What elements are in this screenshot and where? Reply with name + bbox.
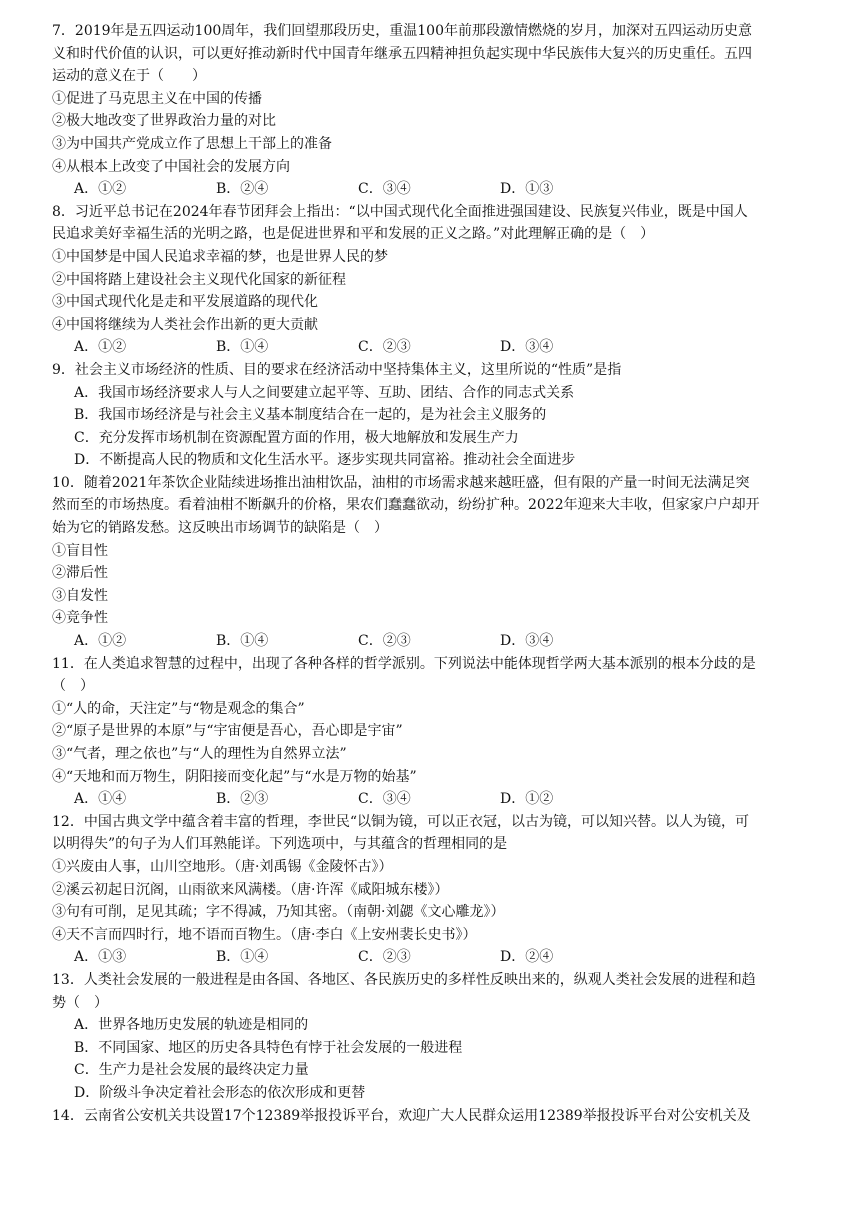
answer-options	[52, 336, 812, 359]
statement-item: ④竞争性	[52, 610, 108, 627]
question-stem: 然而至的市场热度。看着油柑不断飙升的价格，果农们蠢蠢欲动，纷纷扩种。2022年迎来大丰收，但家家户户却开	[52, 497, 760, 514]
question-13	[52, 969, 812, 1105]
statement-item: ③为中国共产党成立作了思想上干部上的准备	[52, 135, 332, 152]
statement-item: ①中国梦是中国人民追求幸福的梦，也是世界人民的梦	[52, 248, 388, 265]
question-8	[52, 201, 812, 359]
option-a[interactable]: A．我国市场经济要求人与人之间要建立起平等、互助、团结、合作的同志式关系	[74, 384, 575, 401]
option-c[interactable]: C．②③	[358, 633, 411, 650]
question-stem: 13．人类社会发展的一般进程是由各国、各地区、各民族历史的多样性反映出来的，纵观人类社会发展的进程和趋	[52, 971, 756, 988]
statement-item: ①兴废由人事，山川空地形。（唐·刘禹锡《金陵怀古》）	[52, 858, 393, 875]
option-d[interactable]: D．①②	[500, 791, 554, 808]
question-stem: 义和时代价值的认识，可以更好推动新时代中国青年继承五四精神担负起实现中华民族伟大复兴的历史重任。五四	[52, 45, 752, 62]
option-a[interactable]: A．①④	[74, 791, 127, 808]
statement-item: ③句有可削，足见其疏；字不得减，乃知其密。（南朝·刘勰《文心雕龙》）	[52, 904, 505, 921]
question-stem: 7．2019年是五四运动100周年，我们回望那段历史，重温100年前那段激情燃烧的岁月，加深对五四运动历史意	[52, 23, 752, 39]
question-stem: 势（ ）	[52, 994, 108, 1011]
option-c[interactable]: C．生产力是社会发展的最终决定力量	[74, 1062, 309, 1079]
question-14	[52, 1105, 812, 1128]
option-c[interactable]: C．②③	[358, 949, 411, 966]
option-d[interactable]: D．③④	[500, 339, 554, 356]
option-a[interactable]: A．①②	[74, 181, 127, 198]
option-d[interactable]: D．①③	[500, 181, 554, 198]
option-a[interactable]: A．①②	[74, 633, 127, 650]
option-b[interactable]: B．②④	[216, 181, 269, 198]
option-b[interactable]: B．①④	[216, 633, 269, 650]
option-b[interactable]: B．①④	[216, 339, 269, 356]
statement-item: ①“人的命，天注定”与“物是观念的集合”	[52, 700, 305, 717]
option-a[interactable]: A．世界各地历史发展的轨迹是相同的	[74, 1017, 309, 1034]
question-stem: 运动的意义在于（ ）	[52, 68, 206, 85]
statement-item: ①促进了马克思主义在中国的传播	[52, 90, 262, 107]
question-stem: 9．社会主义市场经济的性质、目的要求在经济活动中坚持集体主义，这里所说的“性质”是指	[52, 361, 622, 378]
statement-item: ②溪云初起日沉阁，山雨欲来风满楼。（唐·许浑《咸阳城东楼》）	[52, 881, 449, 898]
option-c[interactable]: C．③④	[358, 791, 411, 808]
option-b[interactable]: B．我国市场经济是与社会主义基本制度结合在一起的，是为社会主义服务的	[74, 407, 547, 424]
answer-options	[52, 630, 812, 653]
option-b[interactable]: B．②③	[216, 791, 269, 808]
statement-item: ①盲目性	[52, 542, 108, 559]
question-7	[52, 20, 812, 201]
question-stem: 民追求美好幸福生活的光明之路，也是促进世界和平和发展的正义之路。”对此理解正确的是（ ）	[52, 226, 655, 243]
statement-item: ④天不言而四时行，地不语而百物生。（唐·李白《上安州裴长史书》）	[52, 926, 477, 943]
question-stem: 以明得失”的句子为人们耳熟能详。下列选项中，与其蕴含的哲理相同的是	[52, 836, 508, 853]
statement-item: ③自发性	[52, 587, 108, 604]
question-12	[52, 811, 812, 969]
option-a[interactable]: A．①③	[74, 949, 127, 966]
question-stem: 8．习近平总书记在2024年春节团拜会上指出：“以中国式现代化全面推进强国建设、民族复兴伟业，既是中国人	[52, 203, 748, 220]
question-stem: 10．随着2021年茶饮企业陆续进场推出油柑饮品，油柑的市场需求越来越旺盛，但有限的产量一时间无法满足突	[52, 474, 750, 491]
statement-item: ②中国将踏上建设社会主义现代化国家的新征程	[52, 271, 346, 288]
question-9	[52, 359, 812, 472]
option-d[interactable]: D．阶级斗争决定着社会形态的依次形成和更替	[74, 1084, 366, 1101]
statement-item: ④从根本上改变了中国社会的发展方向	[52, 158, 290, 175]
option-b[interactable]: B．不同国家、地区的历史各具特色有悖于社会发展的一般进程	[74, 1039, 463, 1056]
statement-item: ④“天地和而万物生，阴阳接而变化起”与“水是万物的始基”	[52, 768, 417, 785]
answer-options	[52, 178, 812, 201]
statement-item: ②极大地改变了世界政治力量的对比	[52, 113, 276, 130]
question-stem: 14．云南省公安机关共设置17个12389举报投诉平台，欢迎广大人民群众运用12389举报投诉平台对公安机关及	[52, 1107, 751, 1124]
statement-item: ③“气者，理之依也”与“人的理性为自然界立法”	[52, 746, 347, 762]
option-a[interactable]: A．①②	[74, 339, 127, 356]
question-stem: 始为它的销路发愁。这反映出市场调节的缺陷是（ ）	[52, 520, 388, 537]
question-stem: （ ）	[52, 678, 94, 695]
question-stem: 11．在人类追求智慧的过程中，出现了各种各样的哲学派别。下列说法中能体现哲学两大基本派别的根本分歧的是	[52, 655, 756, 672]
answer-options	[52, 788, 812, 811]
option-b[interactable]: B．①④	[216, 949, 269, 966]
statement-item: ④中国将继续为人类社会作出新的更大贡献	[52, 316, 318, 333]
option-d[interactable]: D．③④	[500, 633, 554, 650]
option-d[interactable]: D．不断提高人民的物质和文化生活水平。逐步实现共同富裕。推动社会全面进步	[74, 452, 576, 469]
option-c[interactable]: C．充分发挥市场机制在资源配置方面的作用，极大地解放和发展生产力	[74, 429, 519, 446]
statement-item: ③中国式现代化是走和平发展道路的现代化	[52, 294, 318, 311]
answer-options	[52, 946, 812, 969]
question-stem: 12．中国古典文学中蕴含着丰富的哲理，李世民“以铜为镜，可以正衣冠，以古为镜，可以知兴替。以人为镜，可	[52, 813, 749, 830]
option-c[interactable]: C．③④	[358, 181, 411, 198]
option-c[interactable]: C．②③	[358, 339, 411, 356]
question-10	[52, 472, 812, 653]
question-11	[52, 653, 812, 811]
option-d[interactable]: D．②④	[500, 949, 554, 966]
statement-item: ②滞后性	[52, 565, 108, 582]
exam-page	[52, 20, 812, 1127]
statement-item: ②“原子是世界的本原”与“宇宙便是吾心，吾心即是宇宙”	[52, 723, 403, 740]
